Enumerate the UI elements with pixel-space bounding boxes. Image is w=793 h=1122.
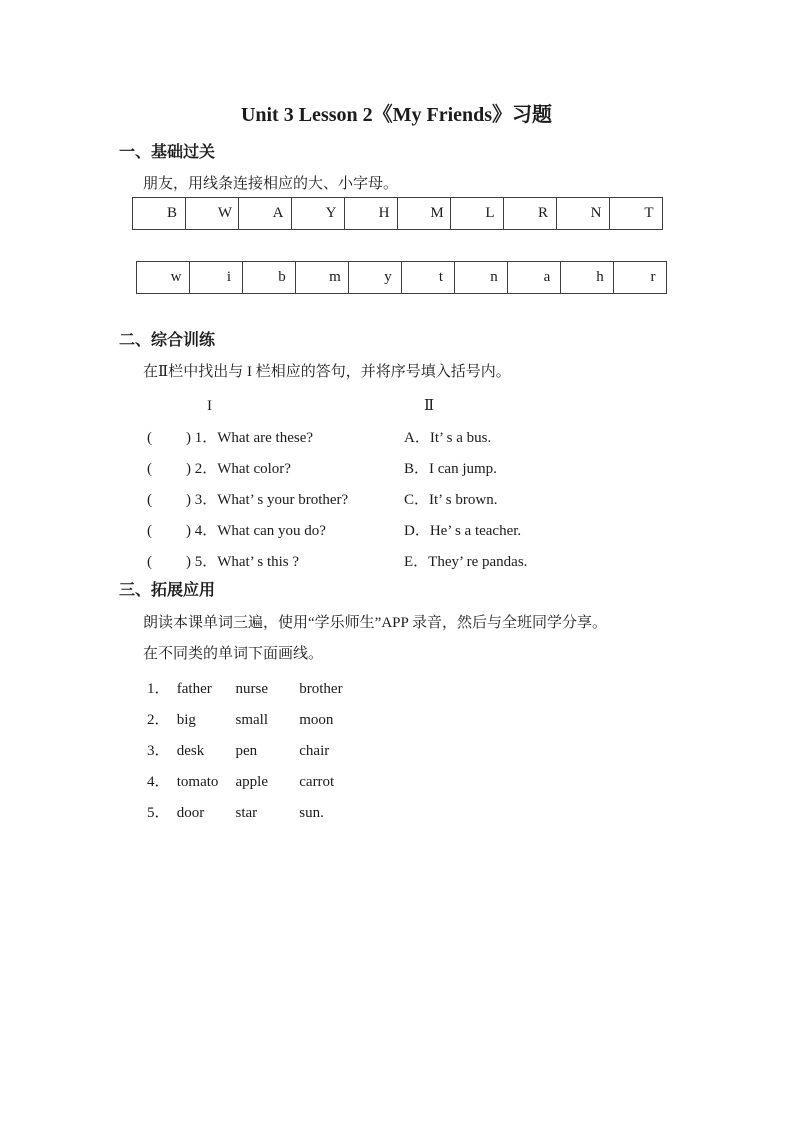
word-item: chair [299, 743, 330, 759]
match-row [0, 521, 793, 541]
basics-instruction: 朋友，用线条连接相应的大、小字母。 [143, 176, 399, 192]
word-row [147, 741, 329, 761]
word-item: small [235, 712, 268, 728]
word-item: big [176, 712, 196, 728]
answer-text: D．He’ s a teacher. [404, 523, 522, 539]
extension-instruction-1: 朗读本课单词三遍，使用“学乐师生”APP 录音，然后与全班同学分享。 [143, 615, 608, 631]
word-item: apple [235, 774, 268, 790]
section-heading-basics: 一、基础过关 [119, 144, 216, 161]
word-row-number: 3． [147, 743, 170, 759]
word-row-number: 4． [147, 774, 170, 790]
letter-cell: W [186, 198, 239, 230]
question-text: ) 5．What’ s this ? [186, 554, 300, 570]
word-row [147, 710, 333, 730]
letter-cell: h [561, 262, 614, 294]
word-row-number: 5． [147, 805, 170, 821]
letter-cell: R [504, 198, 557, 230]
word-item: star [235, 805, 258, 821]
section-heading-extension: 三、拓展应用 [119, 582, 216, 599]
match-row [0, 459, 793, 479]
letter-cell: T [610, 198, 663, 230]
letter-cell: y [349, 262, 402, 294]
word-item: door [176, 805, 205, 821]
answer-text: C．It’ s brown. [404, 492, 498, 508]
answer-text: B．I can jump. [404, 461, 497, 477]
letter-cell: n [455, 262, 508, 294]
letter-cell: r [614, 262, 667, 294]
lowercase-letter-table [136, 261, 667, 294]
word-item: sun. [299, 805, 324, 821]
section-heading-training: 二、综合训练 [119, 332, 216, 349]
answer-blank-paren: ( [147, 461, 152, 477]
word-item: brother [299, 681, 343, 697]
answer-blank-paren: ( [147, 492, 152, 508]
word-item: nurse [235, 681, 268, 697]
answer-text: A．It’ s a bus. [404, 430, 492, 446]
letter-cell: t [402, 262, 455, 294]
word-row [147, 679, 343, 699]
word-item: tomato [176, 774, 219, 790]
word-row [147, 803, 324, 823]
word-item: moon [299, 712, 334, 728]
match-row [0, 428, 793, 448]
letter-cell: H [345, 198, 398, 230]
question-text: ) 2．What color? [186, 461, 291, 477]
word-item: carrot [299, 774, 335, 790]
answer-blank-paren: ( [147, 523, 152, 539]
page-title: Unit 3 Lesson 2《My Friends》习题 [240, 104, 553, 126]
answer-text: E．They’ re pandas. [404, 554, 528, 570]
match-row [0, 552, 793, 572]
match-row [0, 490, 793, 510]
word-item: pen [235, 743, 258, 759]
letter-cell: M [398, 198, 451, 230]
word-row [147, 772, 334, 792]
letter-cell: Y [292, 198, 345, 230]
question-text: ) 1．What are these? [186, 430, 314, 446]
answer-blank-paren: ( [147, 554, 152, 570]
column-header-right: Ⅱ [424, 398, 435, 414]
uppercase-letter-table [132, 197, 663, 230]
answer-blank-paren: ( [147, 430, 152, 446]
word-row-number: 1． [147, 681, 170, 697]
question-text: ) 4．What can you do? [186, 523, 326, 539]
letter-cell: w [137, 262, 190, 294]
training-instruction: 在Ⅱ栏中找出与 I 栏相应的答句，并将序号填入括号内。 [143, 364, 511, 380]
letter-cell: a [508, 262, 561, 294]
column-header-left: I [207, 398, 212, 414]
letter-cell: B [133, 198, 186, 230]
letter-cell: A [239, 198, 292, 230]
word-row-number: 2． [147, 712, 170, 728]
word-item: desk [176, 743, 205, 759]
word-item: father [176, 681, 212, 697]
letter-cell: i [190, 262, 243, 294]
letter-cell: N [557, 198, 610, 230]
letter-cell: L [451, 198, 504, 230]
extension-instruction-2: 在不同类的单词下面画线。 [143, 646, 324, 662]
question-text: ) 3．What’ s your brother? [186, 492, 349, 508]
letter-cell: b [243, 262, 296, 294]
letter-cell: m [296, 262, 349, 294]
